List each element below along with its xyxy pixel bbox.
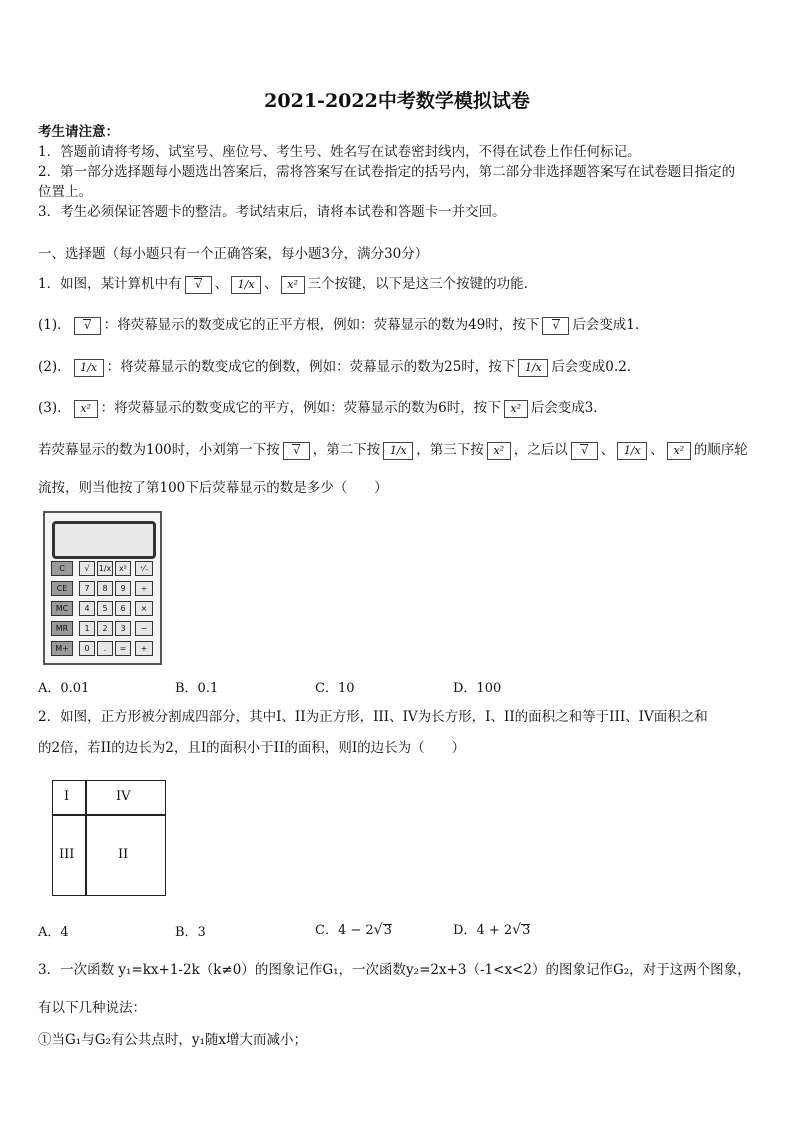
option-letter: C． [315,923,338,938]
separator: 、 [650,442,664,458]
calculator-key: 2 [97,621,113,636]
q2-option-b: B．3 [175,925,206,940]
q1-function-3 [38,398,607,418]
square-key-icon: x² [487,442,511,460]
calculator-key: 9 [115,581,131,596]
function-text: 后会变成3． [530,400,607,416]
notice-heading: 考生请注意： [38,124,119,140]
square-partition-figure [52,780,166,896]
q2-option-a: A．4 [38,925,69,940]
calculator-key: 1 [79,621,95,636]
question-text: ，第三下按 [416,442,484,458]
calculator-key: MC [51,601,73,616]
function-text: ：将荧幕显示的数变成它的倒数，例如：荧幕显示的数为25时，按下 [106,359,516,375]
q1-question-line1 [38,440,748,460]
radicand: 3 [522,923,531,938]
function-text: ：将荧幕显示的数变成它的平方，例如：荧幕显示的数为6时，按下 [100,400,501,416]
calculator-key: × [135,601,153,616]
vertical-divider [85,781,87,895]
q2-line2: 的2倍，若II的边长为2，且I的面积小于II的面积，则I的边长为（ ） [38,740,466,756]
calculator-key: 7 [79,581,95,596]
q2-option-c [315,919,392,938]
calculator-key: 1/x [97,561,113,576]
calculator-key: . [97,641,113,656]
separator: 、 [264,276,278,292]
calculator-key: − [135,621,153,636]
calculator-key: √ [79,561,95,576]
question-text: 若荧幕显示的数为100时，小刘第一下按 [38,442,280,458]
calculator-key: CE [51,581,73,596]
q3-line3: ①当G₁与G₂有公共点时，y₁随x增大而减小； [38,1032,308,1048]
calculator-key: 3 [115,621,131,636]
square-key-icon: x² [74,400,98,418]
calculator-key: C [51,561,73,576]
q1-function-1 [38,315,648,335]
section-heading: 一、选择题（每小题只有一个正确答案，每小题3分，满分30分） [38,246,429,262]
sqrt-key-icon [74,317,101,335]
key-label: √ [581,443,589,457]
horizontal-divider [53,814,165,816]
region-label-ii: II [118,847,129,862]
q2-option-d [453,919,530,938]
region-label-iii: III [59,847,75,862]
option-letter: D． [453,923,477,938]
calculator-key: 4 [79,601,95,616]
q1-question-line2: 流按，则当他按了第100下后荧幕显示的数是多少（ ） [38,480,388,496]
q1-function-2 [38,357,640,377]
notice-item: 位置上。 [38,184,92,200]
item-number: (3)． [38,400,71,416]
calculator-key: MR [51,621,73,636]
radicand: 3 [383,923,392,938]
function-text: 后会变成0.2． [551,359,641,375]
page-title: 2021-2022中考数学模拟试卷 [264,90,530,112]
separator: 、 [214,276,229,292]
option-expression: 4 − 2 [337,923,374,938]
notice-item: 1．答题前请将考场、试室号、座位号、考生号、姓名写在试卷密封线内，不得在试卷上作任何标记。 [38,144,641,160]
radical-sign-icon: √ [373,922,383,938]
function-text: ：将荧幕显示的数变成它的正平方根，例如：荧幕显示的数为49时，按下 [103,317,540,333]
q1-intro [38,274,537,294]
calculator-figure [43,511,162,665]
region-label-i: I [64,789,70,804]
q1-option-b: B．0.1 [175,681,219,696]
calculator-key: 8 [97,581,113,596]
q3-line2: 有以下几种说法： [38,1000,146,1016]
item-number: (1)． [38,317,71,333]
reciprocal-key-icon: 1/x [74,359,104,377]
q3-line1: 3．一次函数 y₁=kx+1-2k（k≠0）的图象记作G₁，一次函数y₂=2x+3（-1<x<2）的图象记作G₂，对于这两个图象， [38,962,751,978]
sqrt-key-icon [185,276,212,294]
option-expression: 4 + 2 [476,923,513,938]
sqrt-key-icon [542,317,569,335]
question-text: ，之后以 [513,442,568,458]
notice-item: 3．考生必须保证答题卡的整洁。考试结束后，请将本试卷和答题卡一并交回。 [38,204,506,220]
q2-line1: 2．如图，正方形被分割成四部分，其中I、II为正方形，III、IV为长方形，I、II的面积之和等于III、IV面积之和 [38,709,708,725]
square-key-icon: x² [281,276,305,294]
square-key-icon: x² [504,400,528,418]
calculator-key: ⁺⁄₋ [135,561,153,576]
reciprocal-key-icon: 1/x [383,442,413,460]
calculator-key: x² [115,561,131,576]
key-label: √ [84,318,92,332]
reciprocal-key-icon: 1/x [231,276,261,294]
sqrt-key-icon [571,442,598,460]
calculator-key: = [115,641,131,656]
region-label-iv: IV [116,789,131,804]
calculator-key: + [135,641,153,656]
radical-sign-icon: √ [512,922,522,938]
function-text: 后会变成1． [572,317,649,333]
item-number: (2)． [38,359,71,375]
q1-option-c: C．10 [315,681,355,696]
separator: 、 [600,442,615,458]
key-label: √ [293,443,301,457]
reciprocal-key-icon: 1/x [617,442,647,460]
calculator-screen [52,521,156,559]
key-label: √ [552,318,560,332]
question-text: ，第二下按 [312,442,381,458]
calculator-key: 0 [79,641,95,656]
notice-item: 2．第一部分选择题每小题选出答案后，需将答案写在试卷指定的括号内，第二部分非选择题答案写在试卷题目指定的 [38,164,736,180]
q1-option-d: D．100 [453,681,502,696]
q1-intro-text: 三个按键，以下是这三个按键的功能． [307,276,538,292]
calculator-key: M+ [51,641,73,656]
question-text: 的顺序轮 [693,442,748,458]
q1-intro-text: 1．如图，某计算机中有 [38,276,182,292]
sqrt-key-icon [283,442,310,460]
calculator-key: 6 [115,601,131,616]
key-label: √ [195,277,203,291]
square-key-icon: x² [667,442,691,460]
calculator-key: 5 [97,601,113,616]
reciprocal-key-icon: 1/x [518,359,548,377]
calculator-key: ÷ [135,581,153,596]
q1-option-a: A．0.01 [38,681,90,696]
